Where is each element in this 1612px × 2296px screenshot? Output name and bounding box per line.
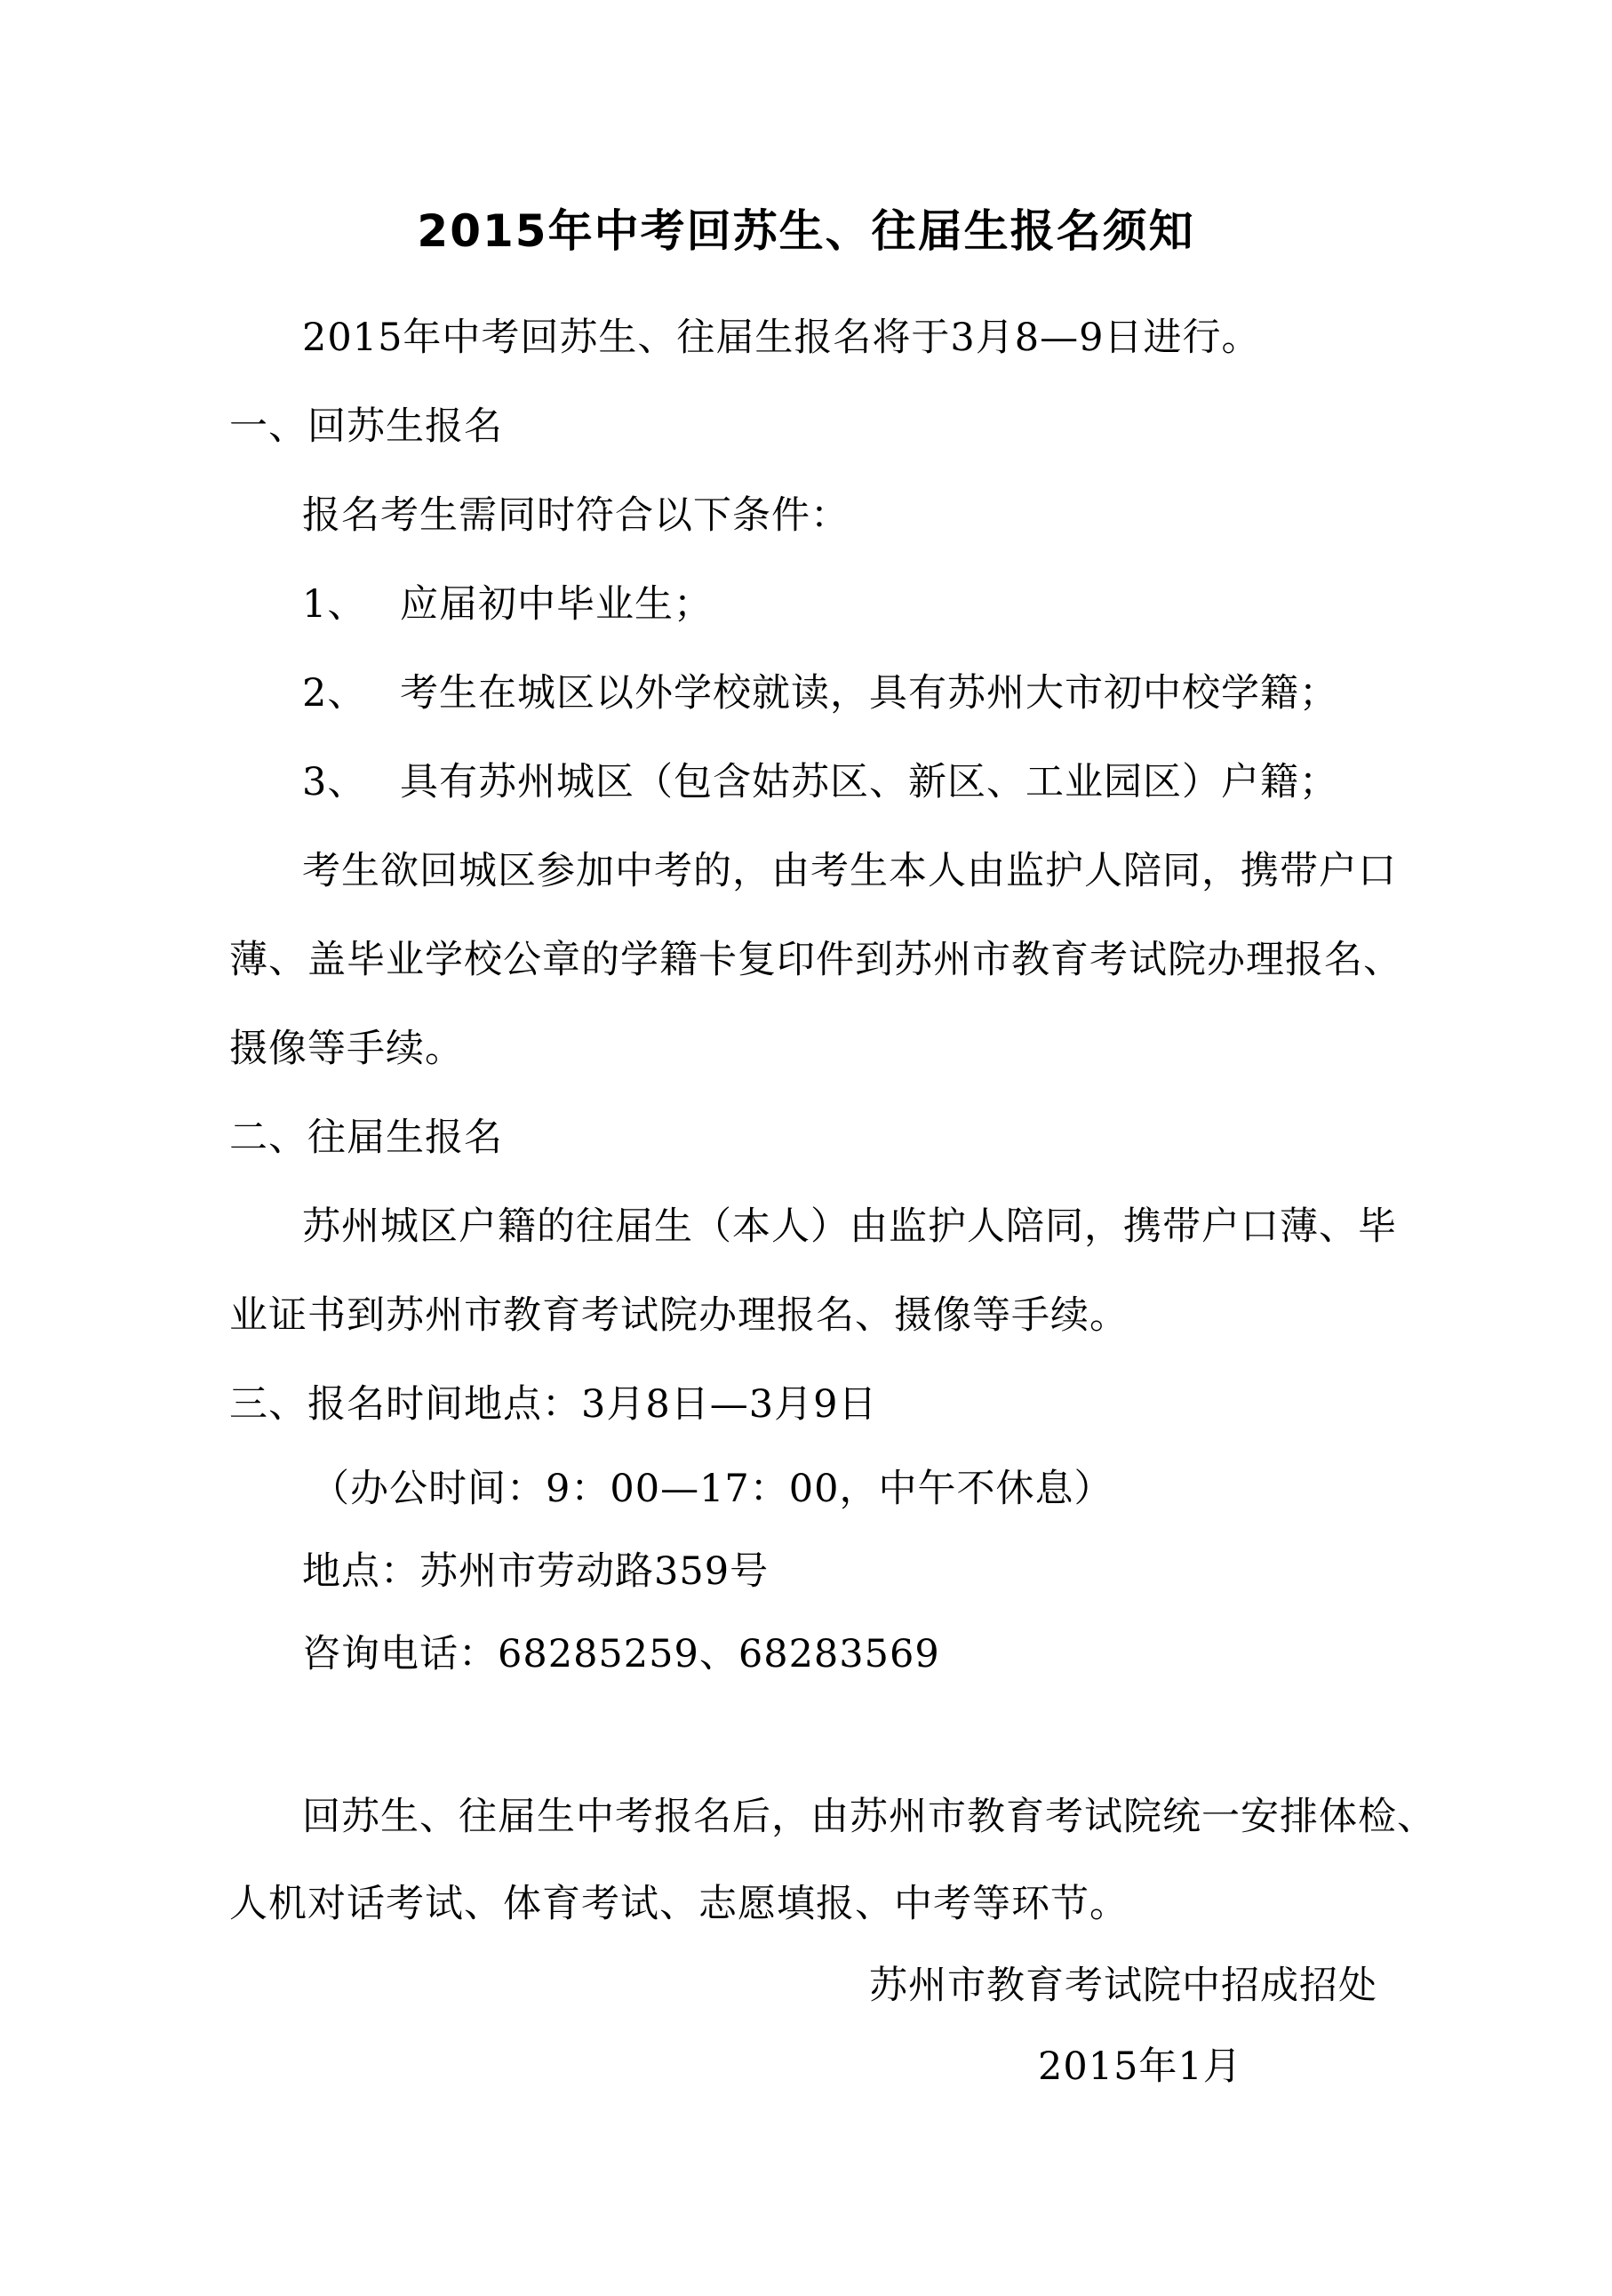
section-2-paragraph-line: 业证书到苏州市教育考试院办理报名、摄像等手续。	[229, 1293, 1129, 1338]
condition-number: 3、	[302, 760, 367, 804]
section-1-heading: 一、回苏生报名	[229, 404, 503, 449]
condition-text: 应届初中毕业生；	[400, 582, 713, 627]
condition-number: 1、	[302, 582, 367, 627]
section-3-heading: 三、报名时间地点：3月8日—3月9日	[229, 1382, 878, 1427]
intro-text: 2015年中考回苏生、往届生报名将于3月8—9日进行。	[302, 316, 1261, 360]
condition-number: 2、	[302, 671, 367, 716]
closing-line: 回苏生、往届生中考报名后，由苏州市教育考试院统一安排体检、	[302, 1795, 1436, 1839]
phone: 咨询电话：68285259、68283569	[302, 1632, 940, 1676]
section-1-paragraph-line: 考生欲回城区参加中考的，由考生本人由监护人陪同，携带户口	[302, 849, 1397, 893]
condition-text: 具有苏州城区（包含姑苏区、新区、工业园区）户籍；	[400, 760, 1338, 804]
signature: 苏州市教育考试院中招成招处	[869, 1964, 1377, 2008]
section-2-paragraph-line: 苏州城区户籍的往届生（本人）由监护人陪同，携带户口薄、毕	[302, 1204, 1397, 1249]
condition-item	[302, 668, 1338, 718]
condition-item	[302, 580, 713, 629]
address: 地点：苏州市劳动路359号	[302, 1549, 770, 1594]
closing-line: 人机对话考试、体育考试、志愿填报、中考等环节。	[229, 1882, 1129, 1926]
section-1-paragraph-line: 摄像等手续。	[229, 1027, 464, 1071]
office-hours: （办公时间：9：00—17：00，中午不休息）	[311, 1467, 1113, 1511]
section-1-lead: 报名考生需同时符合以下条件：	[302, 493, 850, 538]
section-2-heading: 二、往届生报名	[229, 1116, 503, 1160]
page-title: 2015年中考回苏生、往届生报名须知	[417, 205, 1195, 257]
document-date: 2015年1月	[1038, 2044, 1242, 2089]
condition-text: 考生在城区以外学校就读，具有苏州大市初中校学籍；	[400, 671, 1338, 716]
section-1-paragraph-line: 薄、盖毕业学校公章的学籍卡复印件到苏州市教育考试院办理报名、	[229, 938, 1402, 982]
condition-item	[302, 757, 1338, 807]
